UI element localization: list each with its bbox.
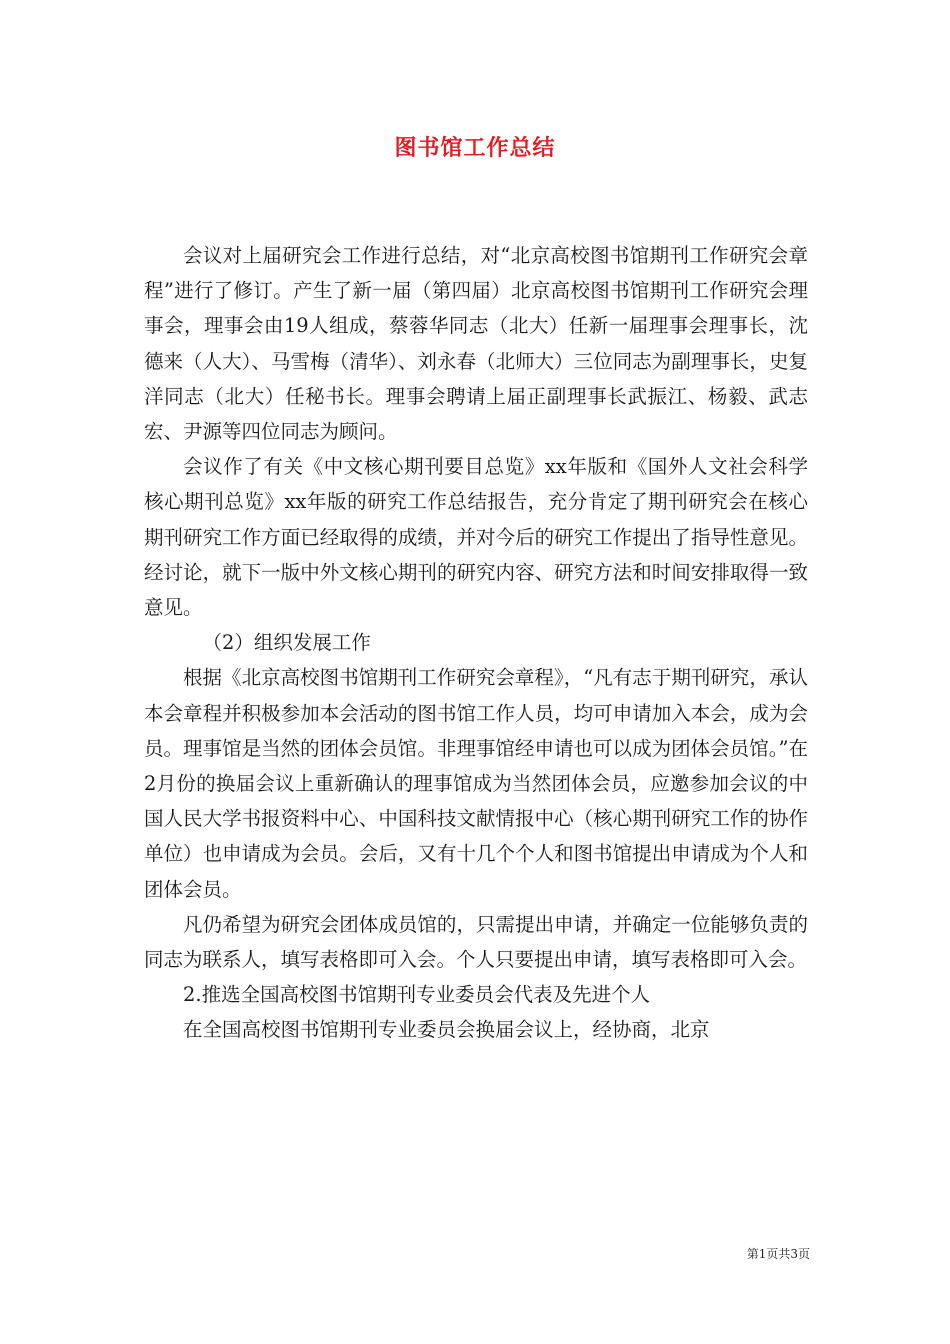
paragraph-meeting-summary: 会议对上届研究会工作进行总结，对“北京高校图书馆期刊工作研究会章程”进行了修订。产生了新一届（第四届）北京高校图书馆期刊工作研究会理事会，理事会由19人组成，蔡蓉华同志（北大）任新一届理事会理事长，沈德来（人大）、马雪梅（清华）、刘永春（北师大）三位同志为副理事长，史复洋同志（北大）任秘书长。理事会聘请上届正副理事长武振江、杨毅、武志宏、尹源等四位同志为顾问。 [144,244,808,444]
document-title: 图书馆工作总结 [394,135,556,161]
document-body [144,238,808,1048]
page-number: 第1页共3页 [746,1247,810,1261]
paragraph-membership-rules: 根据《北京高校图书馆期刊工作研究会章程》，“凡有志于期刊研究，承认本会章程并积极参加本会活动的图书馆工作人员，均可申请加入本会，成为会员。理事馆是当然的团体会员馆。非理事馆经申请也可以成为团体会员馆。”在2月份的换届会议上重新确认的理事馆成为当然团体会员，应邀参加会议的中国人民大学书报资料中心、中国科技文献情报中心（核心期刊研究工作的协作单位）也申请成为会员。会后，又有十几个个人和图书馆提出申请成为个人和团体会员。 [144,666,808,901]
paragraph-joining-instructions: 凡仍希望为研究会团体成员馆的，只需提出申请，并确定一位能够负责的同志为联系人，填写表格即可入会。个人只要提出申请，填写表格即可入会。 [144,912,808,972]
section-heading-organization: （2）组织发展工作 [202,631,371,655]
paragraph-national-committee: 在全国高校图书馆期刊专业委员会换届会议上，经协商，北京 [183,1018,710,1042]
section-heading-representatives: 2.推选全国高校图书馆期刊专业委员会代表及先进个人 [183,983,651,1007]
paragraph-core-journal-report: 会议作了有关《中文核心期刊要目总览》xx年版和《国外人文社会科学核心期刊总览》xx年版的研究工作总结报告，充分肯定了期刊研究会在核心期刊研究工作方面已经取得的成绩，并对今后的研究工作提出了指导性意见。经讨论，就下一版中外文核心期刊的研究内容、研究方法和时间安排取得一致意见。 [144,455,808,620]
